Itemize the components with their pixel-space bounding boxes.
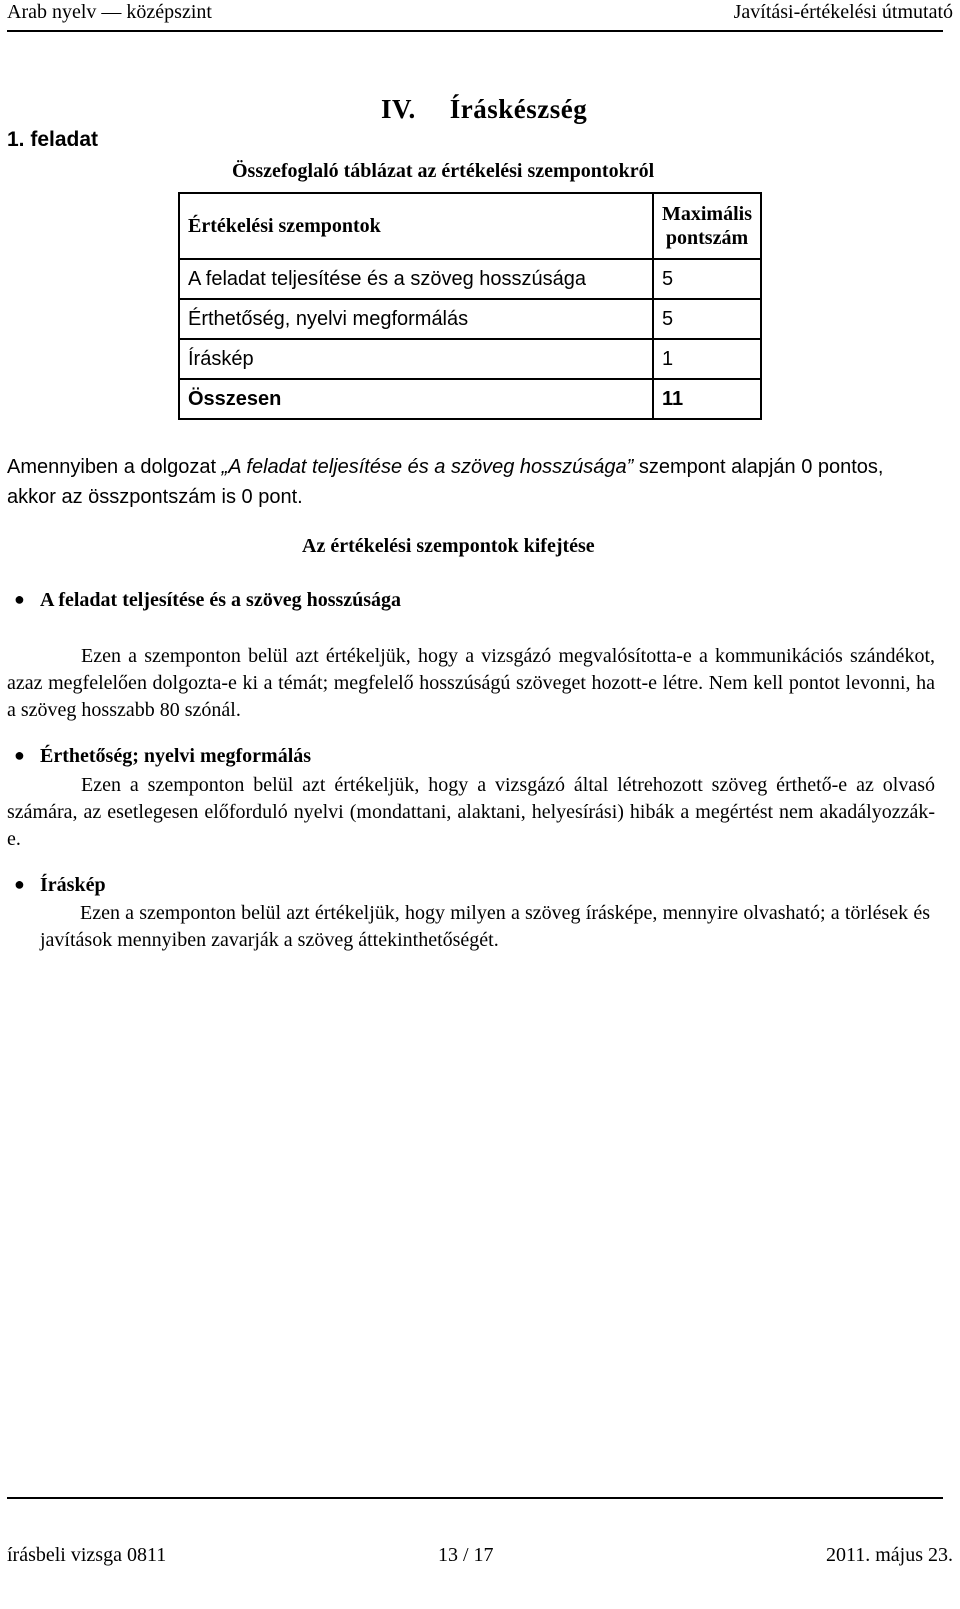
bullet-icon: ● bbox=[14, 745, 25, 765]
explanation-body-3: Ezen a szemponton belül azt értékeljük, hogy milyen a szöveg írásképe, mennyire olvasható; a törlések és javítások mennyiben zavarják a szöveg áttekinthetőségét. bbox=[40, 902, 930, 951]
table-row bbox=[179, 299, 761, 339]
bullet-heading-2 bbox=[14, 745, 312, 768]
criterion-cell: A feladat teljesítése és a szöveg hosszúsága bbox=[179, 259, 653, 299]
bullet-icon: ● bbox=[14, 874, 25, 894]
points-cell: 1 bbox=[653, 339, 761, 379]
table-header-row bbox=[179, 193, 761, 259]
table-row bbox=[179, 339, 761, 379]
header-subject: Arab nyelv — középszint bbox=[7, 1, 212, 23]
criteria-table bbox=[178, 192, 762, 420]
points-cell: 5 bbox=[653, 299, 761, 339]
section-name: Íráskészség bbox=[449, 94, 588, 124]
task-label: 1. feladat bbox=[7, 128, 99, 151]
bullet-icon: ● bbox=[14, 589, 25, 609]
note-text-after: szempont alapján 0 pontos, akkor az összpontszám is 0 pont. bbox=[7, 456, 884, 508]
header-rule bbox=[7, 30, 943, 32]
table-row bbox=[179, 259, 761, 299]
bullet-heading-3 bbox=[14, 874, 106, 897]
table-title: Összefoglaló táblázat az értékelési szempontokról bbox=[232, 160, 655, 182]
section-number: IV. bbox=[381, 94, 416, 124]
footer-page-number: 13 / 17 bbox=[438, 1544, 494, 1566]
note-text-italic: „A feladat teljesítése és a szöveg hosszúsága” bbox=[221, 456, 634, 478]
bullet-heading-text: Érthetőség; nyelvi megformálás bbox=[40, 745, 312, 767]
section-title bbox=[381, 94, 587, 125]
header-doc-type: Javítási-értékelési útmutató bbox=[733, 1, 953, 23]
criterion-cell: Érthetőség, nyelvi megformálás bbox=[179, 299, 653, 339]
bullet-heading-1 bbox=[14, 589, 402, 612]
footer-date: 2011. május 23. bbox=[825, 1544, 953, 1566]
note-text-before: Amennyiben a dolgozat bbox=[7, 456, 222, 478]
total-label-cell: Összesen bbox=[179, 379, 653, 419]
footer-exam-code: írásbeli vizsga 0811 bbox=[7, 1544, 167, 1566]
table-total-row bbox=[179, 379, 761, 419]
bullet-heading-text: A feladat teljesítése és a szöveg hosszúsága bbox=[40, 589, 402, 611]
points-cell: 5 bbox=[653, 259, 761, 299]
explanation-body-2: Ezen a szemponton belül azt értékeljük, hogy a vizsgázó által létrehozott szöveg érthető-e az olvasó számára, az esetlegesen előforduló nyelvi (mondattani, alaktani, helyesírási) hibák a megértést nem akadályozzák-e. bbox=[7, 774, 935, 850]
col-criteria-header: Értékelési szempontok bbox=[179, 193, 653, 259]
col-points-header: Maximális pontszám bbox=[653, 193, 761, 259]
explanation-body-1: Ezen a szemponton belül azt értékeljük, hogy a vizsgázó megvalósította-e a kommunikációs szándékot, azaz megfelelően dolgozta-e ki a témát; megfelelő hosszúságú szöveget hozott-e létre. Nem kell pontot levonni, ha a szöveg hosszabb 80 szónál. bbox=[7, 645, 935, 721]
bullet-heading-text: Íráskép bbox=[40, 874, 106, 896]
zero-points-note bbox=[7, 452, 937, 512]
total-points-cell: 11 bbox=[653, 379, 761, 419]
criterion-cell: Íráskép bbox=[179, 339, 653, 379]
footer-rule bbox=[7, 1497, 943, 1499]
explanation-title: Az értékelési szempontok kifejtése bbox=[302, 535, 595, 557]
